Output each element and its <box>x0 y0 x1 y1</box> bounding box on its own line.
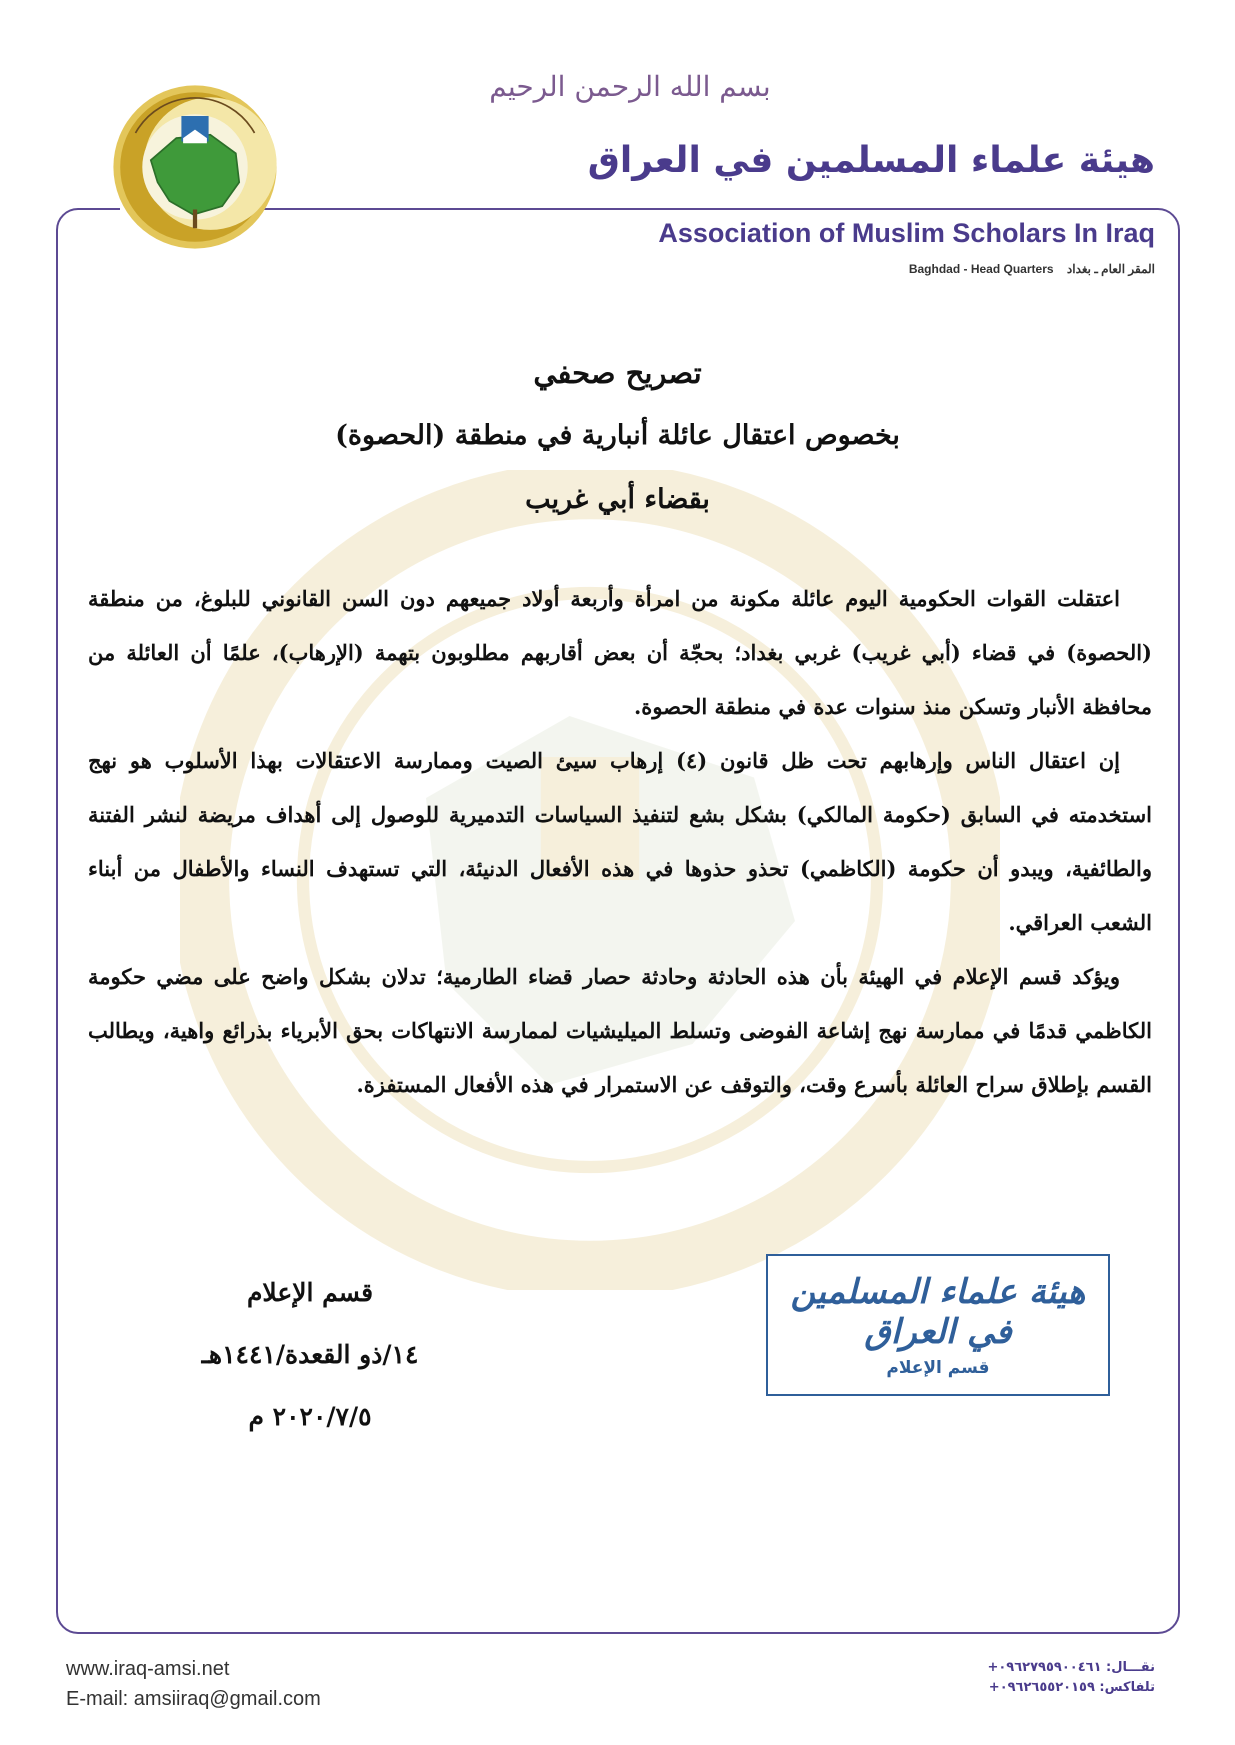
gregorian-date: ٢٠٢٠/٧/٥ م <box>248 1402 372 1431</box>
stamp-calligraphy: هيئة علماء المسلمين في العراق <box>790 1272 1086 1352</box>
body-paragraph-2: إن اعتقال الناس وإرهابهم تحت ظل قانون (٤) إرهاب سيئ الصيت وممارسة الاعتقالات بهذا الأسلوب هو نهج استخدمته في السابق (حكومة المالكي) بشكل بشع لتنفيذ السياسات التدميرية للوصول إلى أهداف مريضة لنشر الفتنة والطائفية، ويبدو أن حكومة (الكاظمي) تحذو حذوها في هذه الأفعال الدنيئة، التي تستهدف النساء والأطفال من أبناء الشعب العراقي. <box>88 748 1152 935</box>
signature-department: قسم الإعلام <box>246 1278 374 1307</box>
footer-email: E-mail: amsiiraq@gmail.com <box>66 1688 321 1710</box>
hq-english: Baghdad - Head Quarters <box>908 262 1054 276</box>
statement-title: تصريح صحفي <box>533 356 702 390</box>
body-paragraph-1: اعتقلت القوات الحكومية اليوم عائلة مكونة من امرأة وأربعة أولاد جميعهم دون السن القانوني للبلوغ، من منطقة (الحصوة) في قضاء (أبي غريب) غربي بغداد؛ بحجّة أن بعض أقاربهم مطلوبون بتهمة (الإرهاب)، علمًا أن العائلة من محافظة الأنبار وتسكن منذ سنوات عدة في منطقة الحصوة. <box>88 586 1152 719</box>
hq-arabic: المقر العام ـ بغداد <box>1066 262 1155 276</box>
stamp-department: قسم الإعلام <box>886 1358 990 1378</box>
statement-subtitle-location: بقضاء أبي غريب <box>525 484 710 515</box>
statement-body <box>88 572 1152 1112</box>
org-name-english: Association of Muslim Scholars In Iraq <box>658 218 1155 248</box>
body-paragraph-3: ويؤكد قسم الإعلام في الهيئة بأن هذه الحادثة وحادثة حصار قضاء الطارمية؛ تدلان بشكل واضح على مضي حكومة الكاظمي قدمًا في ممارسة نهج إشاعة الفوضى وتسلط الميليشيات لممارسة الانتهاكات بحق الأبرياء بذرائع واهية، ويطالب القسم بإطلاق سراح العائلة بأسرع وقت، والتوقف عن الاستمرار في هذه الأفعال المستفزة. <box>88 964 1152 1097</box>
basmala: بسم الله الرحمن الرحيم <box>489 70 771 103</box>
headquarters-line <box>909 262 1155 276</box>
footer-website: www.iraq-amsi.net <box>66 1658 230 1680</box>
footer-fax: تلفاكس: ٠٩٦٢٦٥٥٢٠١٥٩+ <box>988 1680 1155 1695</box>
statement-subtitle: بخصوص اعتقال عائلة أنبارية في منطقة (الحصوة) <box>335 420 900 451</box>
org-logo <box>110 82 280 252</box>
footer-mobile: نقـــال: ٠٩٦٢٧٩٥٩٠٠٤٦١+ <box>987 1660 1155 1675</box>
hijri-date: ١٤/ذو القعدة/١٤٤١هـ <box>201 1340 419 1369</box>
org-name-arabic: هيئة علماء المسلمين في العراق <box>587 140 1155 181</box>
